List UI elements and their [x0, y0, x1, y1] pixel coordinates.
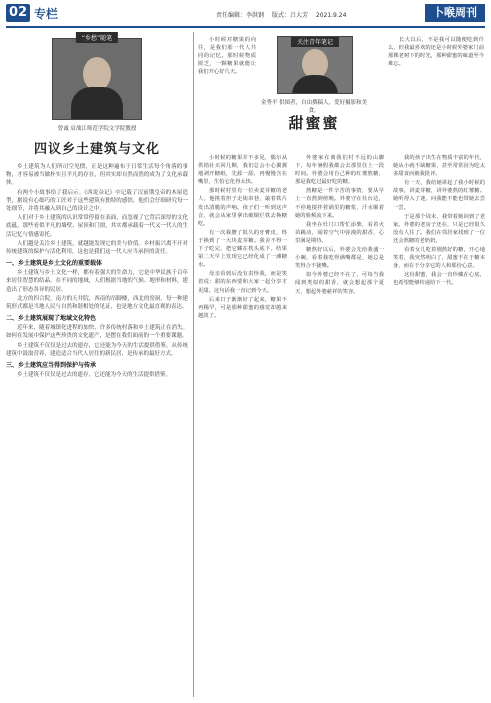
author-line: 曾诚 肩战江师范学院文学院教授: [57, 126, 137, 132]
masthead-rule: [6, 26, 485, 28]
paragraph: 看着女儿吃着刚熬好的糖，开心地笑着，我突然明白了，甜蜜不在于糖本身，而在于分享它的人和那份心意。: [393, 247, 485, 270]
paragraph: 乡土建筑与乡土文化一样，都有着强大的生命力，它是中华民族千百年来居住智慧的结晶。在不同的地域，人们根据当地的气候、地形和材料，建造出了形态各异的民居。: [6, 270, 188, 293]
paragraph: 有一次我攒了很久的牙膏皮，终于换到了一大块麦芽糖。我舍不得一下子吃完，把它藏在枕头底下，结果第二天早上发现它已经化成了一滩糖水。: [198, 229, 287, 269]
paragraph: 人们越是关注乡土建筑，就越能发现它的美与价值。乡村振兴离不开对传统建筑的保护与活化利用，这也是我们这一代人应当承担的责任。: [6, 240, 188, 256]
paper-name: 卜喉周刊: [425, 4, 485, 22]
portrait-body: [71, 87, 123, 119]
paragraph: 乡土建筑为人们所司空见惯，正是这种遍布于日常生活每个角落的事物，才容易被当做朴实且平凡的存在，但其实却自然而然的成为了文化承载体。: [6, 164, 188, 187]
issue-date: 2021.9.24: [315, 12, 347, 19]
text-column-2: [295, 154, 384, 297]
paragraph: 近年来，随着城镇化进程的加快，许多传统村落和乡土建筑正在消失。如何在发展中保护这些珍贵的文化遗产，是摆在我们面前的一个重要课题。: [6, 325, 188, 340]
paragraph: 乡土建筑不仅仅是过去的遗存，它还能为今天的生活提供借鉴。从传统建筑中汲取营养，建造适合当代人居住的新民居，是传承的最好方式。: [6, 342, 188, 357]
paragraph: 乡土建筑不仅仅是过去的遗存，它还能为今天的生活提供借鉴。: [17, 372, 172, 379]
paragraph: 北方的四合院，南方的天井院，西南的吊脚楼，西北的窑洞，每一种建筑形式都是当地人民与自然和谐相处的见证，也是地方文化最直观的表达。: [6, 295, 188, 311]
column-tag: 关注青年笔记: [291, 36, 339, 47]
paragraph: 长大以后，不是我可以随便吃到什么，但我最喜欢的还是小时候外婆家门前那棵老树下的时光，那种甜蜜的味道至今难忘。: [388, 37, 484, 68]
page-number: 02: [6, 4, 30, 22]
author-photo: [52, 35, 142, 120]
intro-column-left: [198, 36, 256, 77]
text-column-1: [198, 154, 287, 321]
paragraph: 熬糖是一件辛苦的事情，要从早上一直熬到傍晚。外婆守在灶台边，不停地搅拌着锅里的糖浆，汗水顺着她的脸颊流下来。: [295, 188, 384, 219]
paragraph: 小时候的糖果并不多见，偶尔从供销社买回几颗，我们总会小心翼翼地剥开糖纸，先舔一舔，再慢慢含在嘴里，生怕它化得太快。: [198, 155, 287, 186]
portrait-body: [292, 75, 338, 94]
subhead: 一、乡土建筑是乡土文化的重要载体: [6, 260, 103, 268]
paragraph: 于是那个周末，我带着她回到了老家。外婆的老房子还在，只是已经很久没有人住了。我们在邻居家找到了一位还会熬糖的老奶奶。: [393, 213, 485, 244]
paragraph: 有一天，我给她讲起了我小时候的故事，讲麦芽糖，讲外婆熬的红薯糖。她听得入了迷，问我能不能也带她去尝一尝。: [393, 180, 485, 211]
left-article: [6, 32, 188, 697]
masthead-meta: [216, 10, 352, 19]
paragraph: 外婆家在离我们村不远的山脚下，每年暑假我都会去那里住上一段时间。外婆会用自己种的红薯熬糖，那是我吃过最好吃的糖。: [295, 155, 384, 186]
section-name: 专栏: [34, 7, 59, 21]
subhead: 三、乡土建筑应当得到保护与传承: [6, 362, 97, 370]
author-line: 金秀平 供图者，自由撰稿人，爱好摄影和美食。: [260, 100, 368, 114]
article-headline: 四议乡土建筑与文化: [33, 142, 160, 157]
paragraph: 那时候村里有一位卖麦芽糖的老人，他挑着担子走街串巷，敲着铁片发出清脆的声响。孩子们一听到这声音，就会从家里拿出破铜烂铁去换糖吃。: [198, 188, 287, 227]
right-article: [198, 32, 485, 697]
text-column-3: [393, 154, 485, 289]
column-divider: [193, 32, 194, 697]
paragraph: 我的孩子出生在物质丰富的年代，她从小就不缺糖果，甚至常常因为吃太多甜食而被我批评。: [393, 155, 485, 178]
paragraph: 母亲看到后没有责怪我，而是笑着说：甜的东西要和大家一起分享才更甜。这句话我一直记到今天。: [198, 271, 287, 294]
paragraph: 有两个小故事给了我启示。《西说杂记》中记载了汉前期皇帝的木屋造型，据说有心细巧的工匠对于这些建筑有独特的感悟，他们会仔细研究每一处细节，并将其融入到自己的设计之中。: [6, 189, 188, 213]
subhead: 二、乡土建筑展现了地域文化特色: [6, 315, 97, 323]
editor-credit: 责任编辑：李洪钢: [216, 12, 265, 19]
paragraph: 小时候对糖果的向往，是我们那一代人共同的记忆。那时候物质匮乏，一颗糖果就能让我们开心好几天。: [198, 37, 256, 76]
column-tag: “乡愁”随笔: [76, 32, 118, 43]
paragraph: 糖熬好以后，外婆会先给我盛一小碗，看着我吃得满嘴都是，她总是笑得合不拢嘴。: [295, 247, 384, 270]
intro-column-right: [388, 36, 484, 69]
paragraph: 我坐在灶门口帮忙添柴，看着火苗跳动，闻着空气中弥漫的甜香，心里满是期待。: [295, 221, 384, 244]
paragraph: 如今外婆已经不在了，可每当我闻到类似的甜香，就会想起那个夏天，想起外婆慈祥的笑容。: [295, 272, 384, 295]
author-photo: [277, 36, 353, 94]
paragraph: 人们对于乡土建筑的认识常常停留在表面，而忽视了它背后深厚的文化底蕴。那些看似平凡的墙壁、屋顶和门窗，其实都承载着一代又一代人的生活记忆与情感寄托。: [6, 215, 188, 238]
masthead: [0, 0, 491, 26]
paragraph: 后来日子渐渐好了起来，糖果不再稀罕，可是那种甜蜜的感觉却越来越淡了。: [198, 296, 287, 319]
designer-credit: 版式：吕大芳: [271, 12, 308, 19]
portrait-face: [83, 57, 111, 91]
paragraph: 这份甜蜜，我会一直珍藏在心底，也希望能够传递给下一代。: [393, 272, 485, 287]
article-headline: 甜蜜蜜: [288, 114, 340, 132]
